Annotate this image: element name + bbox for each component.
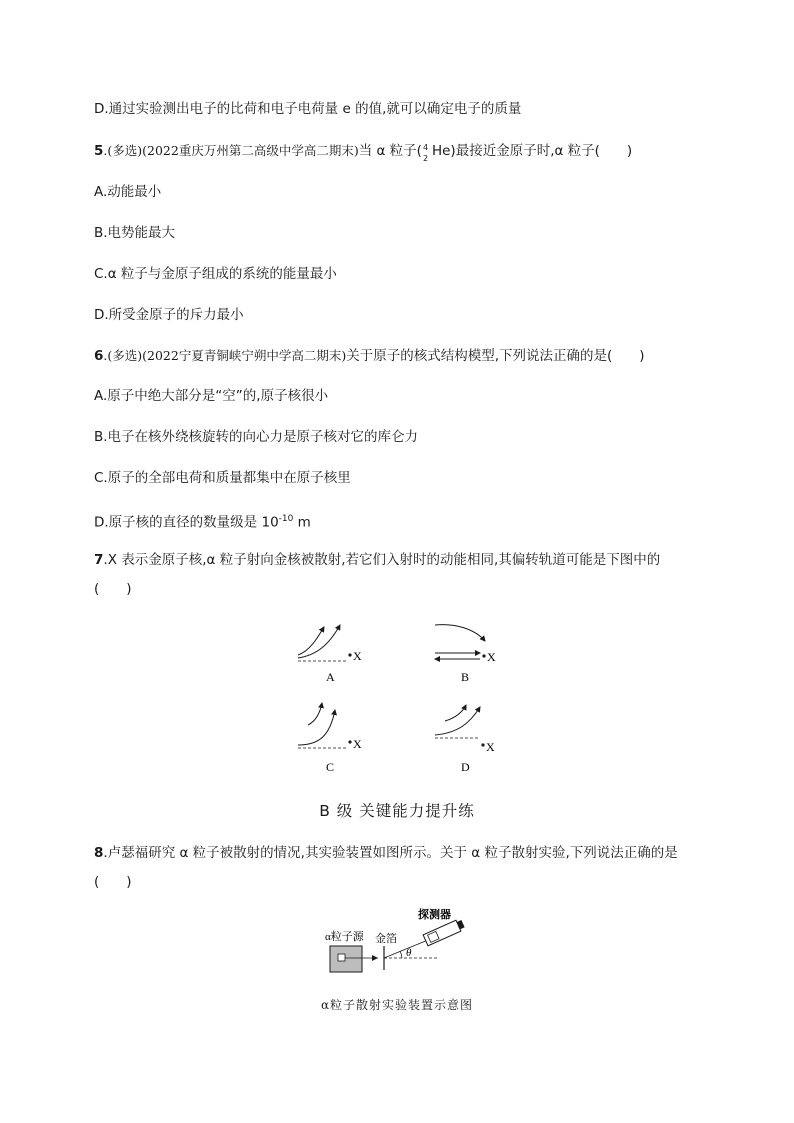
trajectory [435, 707, 480, 735]
mass-number: 4 [422, 143, 429, 152]
question-number: 8 [94, 845, 104, 861]
panel-label-d: D [461, 760, 470, 774]
panel-label-a: A [326, 670, 335, 684]
question-number: 5 [94, 143, 104, 159]
nucleus-dot [348, 653, 351, 656]
nucleus-dot [482, 654, 485, 657]
section-title: B 级 关键能力提升练 [319, 802, 475, 820]
q4-option-d: D.通过实验测出电子的比荷和电子电荷量 e 的值,就可以确定电子的质量 [94, 101, 522, 117]
nucleus-label: X [353, 649, 362, 663]
trajectory [298, 627, 324, 655]
panel-b [435, 625, 496, 684]
panel-d [435, 705, 495, 774]
question-7 [94, 550, 660, 570]
trajectory [435, 625, 485, 641]
answer-parentheses: ( ) [94, 581, 132, 597]
alpha-source-label: α粒子源 [325, 931, 364, 943]
q5-option-c: C.α 粒子与金原子组成的系统的能量最小 [94, 266, 337, 282]
detector-label: 探测器 [418, 909, 451, 921]
question-number: 7 [94, 552, 104, 568]
detector-body [423, 920, 461, 946]
alpha-source-box [330, 946, 362, 972]
question-6 [94, 346, 645, 366]
mass-charge-numbers [422, 143, 432, 163]
trajectory [298, 710, 335, 745]
nucleus-label: X [486, 740, 495, 754]
question-stem: .卢瑟福研究 α 粒子被散射的情况,其实验装置如图所示。关于 α 粒子散射实验,下列说法正确的是 [103, 845, 678, 861]
panel-c [298, 703, 362, 774]
unit: m [293, 514, 311, 531]
question-8 [94, 843, 678, 863]
q5-option-d: D.所受金原子的斥力最小 [94, 307, 244, 323]
question-5 [94, 141, 632, 161]
q5-option-a: A.动能最小 [94, 184, 162, 200]
scattering-angle-arc [400, 951, 402, 958]
scattering-trajectory-figure [280, 615, 520, 785]
gold-foil-label: 金箔 [375, 933, 397, 945]
question-stem: .X 表示金原子核,α 粒子射向金核被散射,若它们入射时的动能相同,其偏转轨道可能是下图中的 [103, 552, 661, 568]
figure-caption: α粒子散射实验装置示意图 [320, 998, 474, 1012]
answer-parentheses: ( ) [94, 874, 132, 890]
alpha-source-opening [338, 954, 345, 961]
trajectory [308, 703, 322, 725]
trajectory [445, 705, 466, 721]
q6-option-a: A.原子中绝大部分是“空”的,原子核很小 [94, 388, 329, 404]
question-number: 6 [94, 348, 104, 364]
beam-arrowhead [372, 955, 378, 961]
panel-label-c: C [326, 760, 335, 774]
scattering-angle-label: θ [406, 947, 412, 959]
nucleus-dot [481, 743, 484, 746]
charge-number: 2 [422, 154, 429, 163]
panel-label-b: B [461, 670, 470, 684]
scattering-apparatus-figure [320, 902, 490, 982]
question-source-tag: .(多选)(2022宁夏青铜峡宁朔中学高二期末) [103, 348, 347, 363]
q6-option-c: C.原子的全部电荷和质量都集中在原子核里 [94, 470, 351, 486]
panel-a [298, 625, 362, 684]
helium-symbol: He [431, 143, 451, 159]
nucleus-dot [348, 740, 351, 743]
trajectory [298, 625, 340, 658]
question-stem-end: )最接近金原子时,α 粒子( ) [450, 143, 633, 159]
question-stem: 当 α 粒子( [358, 143, 422, 159]
q6-option-b: B.电子在核外绕核旋转的向心力是原子核对它的库仑力 [94, 429, 419, 445]
q5-option-b: B.电势能最大 [94, 225, 176, 241]
question-stem: 关于原子的核式结构模型,下列说法正确的是( ) [346, 348, 645, 364]
detector [423, 918, 465, 946]
question-source-tag: .(多选)(2022重庆万州第二高级中学高二期末) [103, 143, 359, 158]
exponent: -10 [278, 514, 294, 524]
option-text: D.原子核的直径的数量级是 10 [94, 514, 279, 531]
nucleus-label: X [487, 650, 496, 664]
nucleus-label: X [353, 737, 362, 751]
q6-option-d [94, 509, 311, 533]
